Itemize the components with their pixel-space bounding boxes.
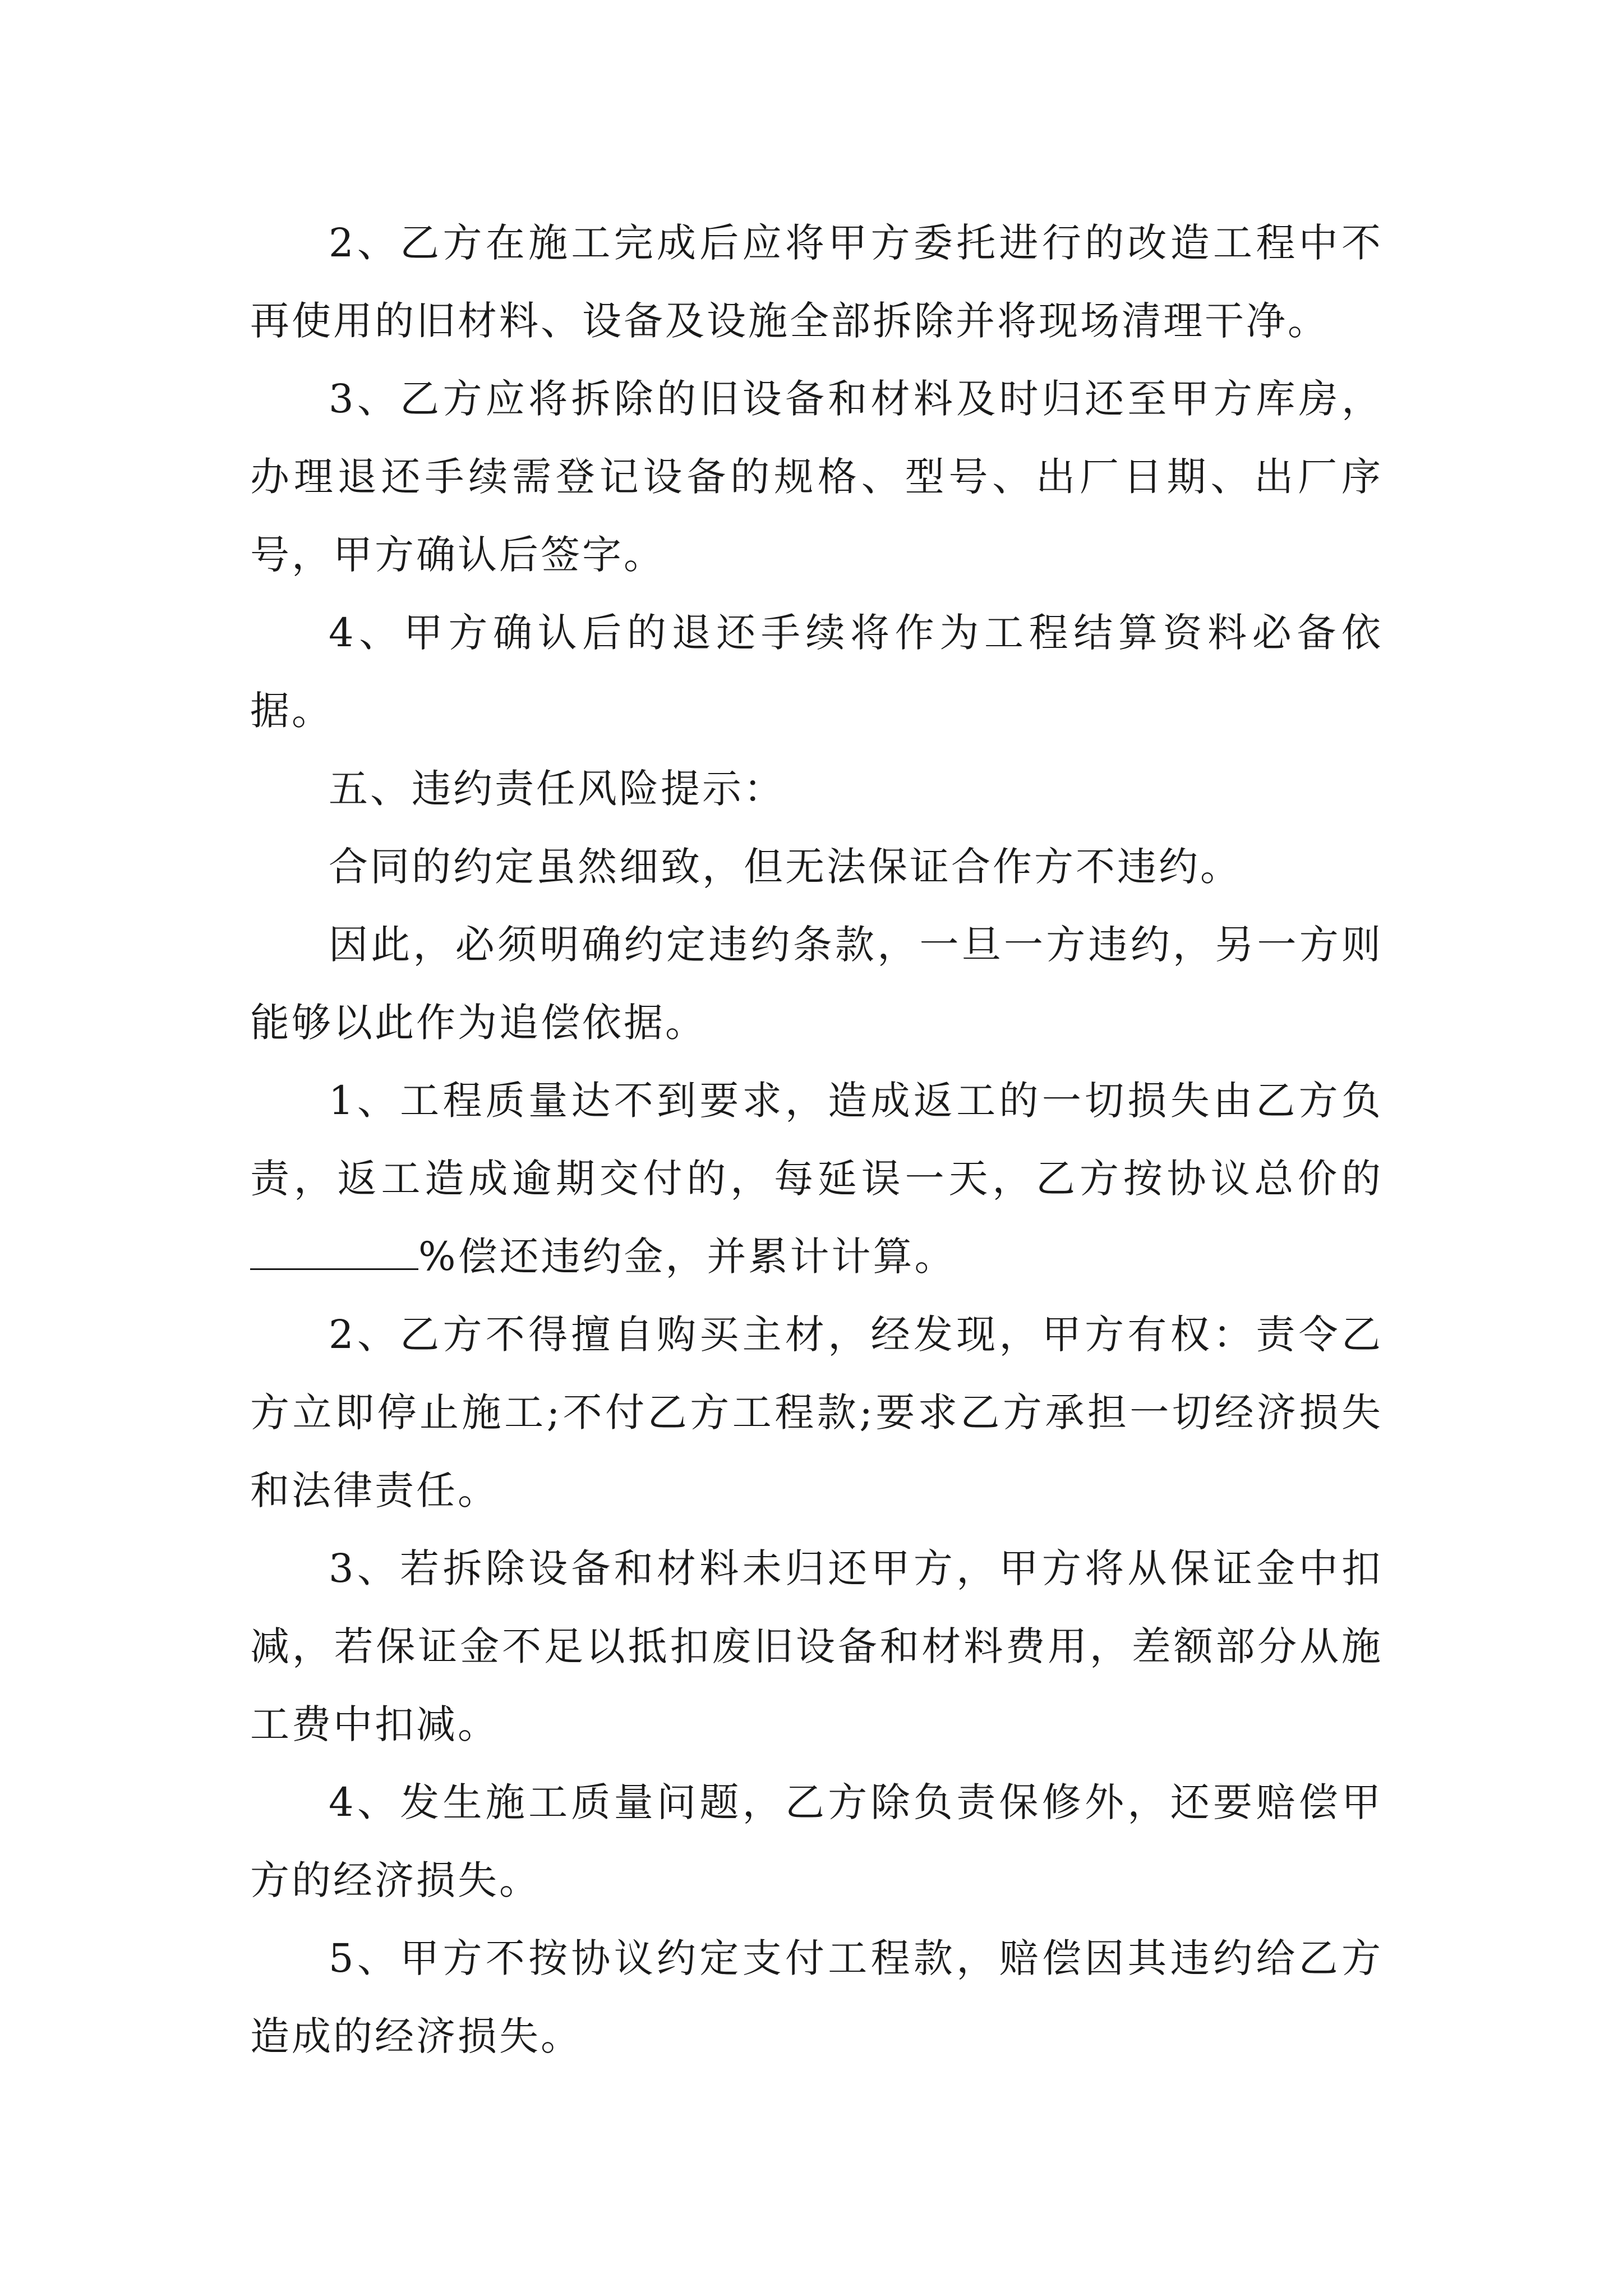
paragraph-breach-terms: 因此，必须明确约定违约条款，一旦一方违约，另一方则能够以此作为追偿依据。 [250,922,1383,1046]
paragraph-clause-4: 4、甲方确认后的退还手续将作为工程结算资料必备依据。 [250,610,1383,734]
paragraph-contract-note: 合同的约定虽然细致，但无法保证合作方不违约。 [329,844,1242,890]
paragraph-breach-clause-5: 5、甲方不按协议约定支付工程款，赔偿因其违约给乙方造成的经济损失。 [250,1935,1383,2059]
section-heading-breach-liability: 五、违约责任风险提示： [329,766,785,812]
paragraph-breach-clause-3: 3、若拆除设备和材料未归还甲方，甲方将从保证金中扣减，若保证金不足以抵扣废旧设备和材料费用，差额部分从施工费中扣减。 [250,1545,1383,1747]
paragraph-clause-2: 2、乙方在施工完成后应将甲方委托进行的改造工程中不再使用的旧材料、设备及设施全部拆除并将现场清理干净。 [250,220,1383,344]
paragraph-breach-clause-2: 2、乙方不得擅自购买主材，经发现，甲方有权：责令乙方立即停止施工;不付乙方工程款;要求乙方承担一切经济损失和法律责任。 [250,1312,1383,1513]
paragraph-breach-clause-4: 4、发生施工质量问题，乙方除负责保修外，还要赔偿甲方的经济损失。 [250,1779,1383,1903]
paragraph-clause-3: 3、乙方应将拆除的旧设备和材料及时归还至甲方库房，办理退还手续需登记设备的规格、型号、出厂日期、出厂序号，甲方确认后签字。 [250,376,1383,578]
paragraph-breach-clause-1 [250,1062,1383,1296]
breach-clause-1-suffix: %偿还违约金，并累计计算。 [418,1234,956,1280]
breach-clause-1-text: 1、工程质量达不到要求，造成返工的一切损失由乙方负责，返工造成逾期交付的，每延误一天，乙方按协议总价的 [250,1078,1383,1202]
document-body [250,204,1383,2076]
fill-in-blank [250,1235,418,1270]
